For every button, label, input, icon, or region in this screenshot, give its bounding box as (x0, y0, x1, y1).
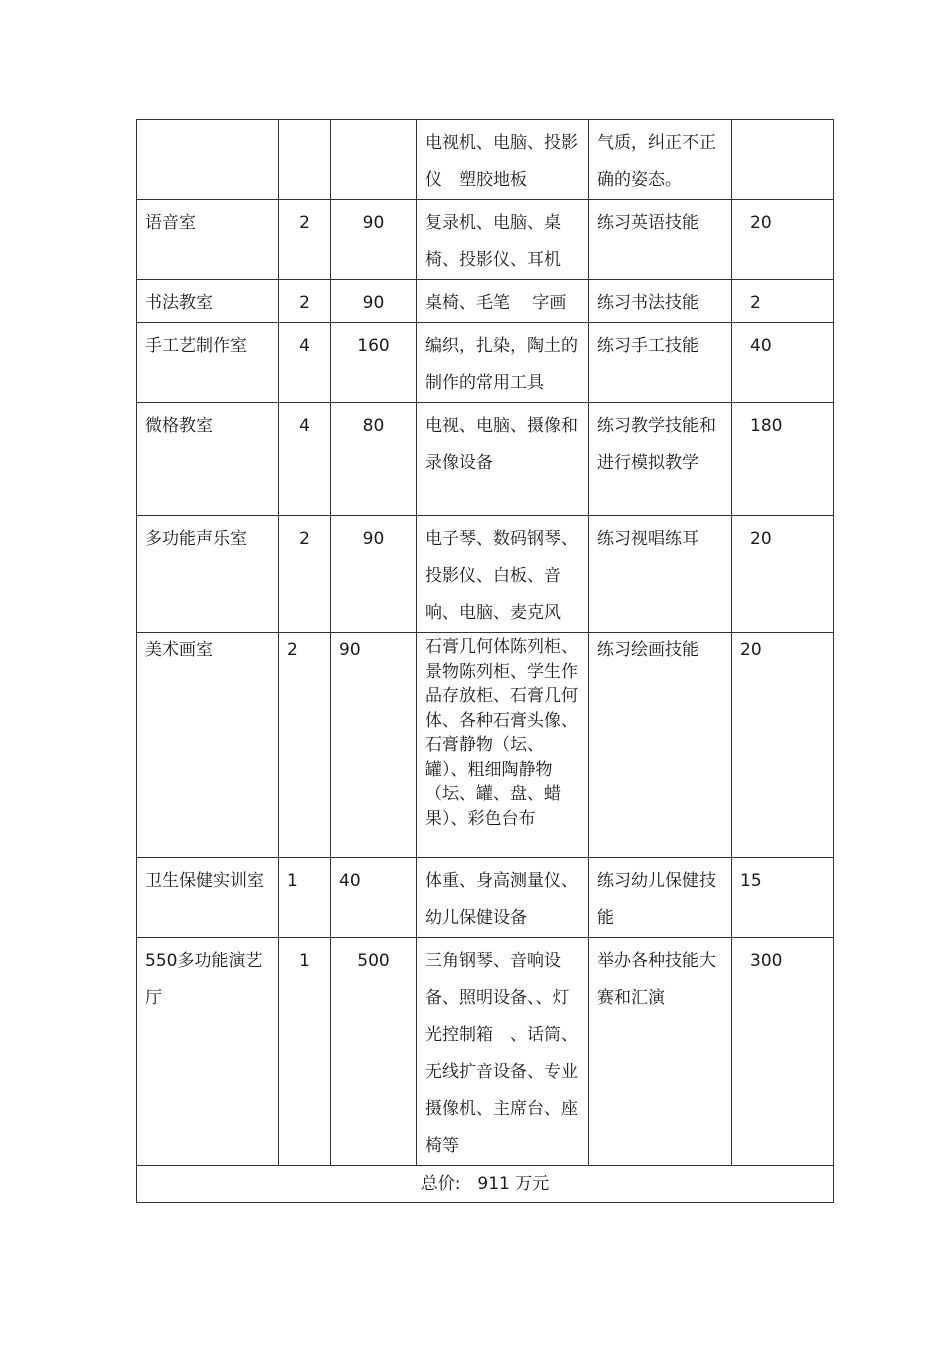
table-row (137, 403, 834, 516)
room-count: 4 (299, 336, 310, 356)
equipment-list: 三角钢琴、音响设备、照明设备、、灯光控制箱 、话筒、无线扩音设备、专业摄像机、主席台、座椅等 (425, 951, 578, 1156)
equipment-list: 桌椅、毛笔 字画 (425, 293, 567, 313)
amount-value: 15 (740, 871, 762, 891)
amount-value: 300 (750, 951, 783, 971)
room-area: 500 (357, 951, 390, 971)
room-name: 美术画室 (145, 640, 213, 660)
equipment-list: 电视机、电脑、投影仪 塑胶地板 (425, 133, 578, 190)
room-count: 2 (299, 213, 310, 233)
amount-value: 20 (750, 213, 772, 233)
equipment-list: 体重、身高测量仪、幼儿保健设备 (425, 871, 578, 928)
equipment-list: 复录机、电脑、桌椅、投影仪、耳机 (425, 213, 561, 270)
room-area: 90 (362, 293, 385, 313)
table-row (137, 633, 834, 858)
room-area: 40 (339, 871, 361, 891)
purpose-text: 练习教学技能和进行模拟教学 (597, 416, 716, 473)
purpose-text: 练习绘画技能 (597, 640, 699, 660)
room-area: 160 (357, 336, 390, 356)
room-count: 4 (299, 416, 310, 436)
table-row (137, 200, 834, 280)
amount-value: 180 (750, 416, 783, 436)
room-name: 手工艺制作室 (145, 336, 247, 356)
room-count: 2 (299, 293, 310, 313)
purpose-text: 练习手工技能 (597, 336, 699, 356)
room-count (279, 120, 330, 125)
amount-value: 20 (750, 529, 772, 549)
room-name: 多功能声乐室 (145, 529, 247, 549)
purpose-text: 练习幼儿保健技能 (597, 871, 716, 928)
table-row (137, 516, 834, 633)
room-count: 1 (287, 871, 298, 891)
amount-value (732, 120, 833, 125)
room-area: 90 (362, 529, 385, 549)
room-area (331, 120, 416, 125)
room-name: 书法教室 (145, 293, 213, 313)
room-count: 1 (299, 951, 310, 971)
room-name: 微格教室 (145, 416, 213, 436)
room-count: 2 (287, 640, 298, 660)
table-row (137, 280, 834, 323)
amount-value: 2 (750, 293, 761, 313)
table-row (137, 120, 834, 200)
equipment-table (136, 119, 834, 1203)
room-name: 语音室 (145, 213, 196, 233)
room-count: 2 (299, 529, 310, 549)
purpose-text: 举办各种技能大赛和汇演 (597, 951, 716, 1008)
purpose-text: 练习书法技能 (597, 293, 699, 313)
table-row (137, 323, 834, 403)
total-row (137, 1166, 834, 1203)
purpose-text: 练习英语技能 (597, 213, 699, 233)
equipment-list: 电视、电脑、摄像和录像设备 (425, 416, 578, 473)
equipment-list: 编织，扎染，陶土的制作的常用工具 (425, 336, 578, 393)
room-name (137, 120, 278, 125)
total-price: 总价: 911 万元 (420, 1174, 550, 1194)
table-row (137, 858, 834, 938)
room-area: 90 (362, 213, 385, 233)
equipment-list: 电子琴、数码钢琴、投影仪、白板、音响、电脑、麦克风 (425, 529, 578, 623)
equipment-list: 石膏几何体陈列柜、景物陈列柜、学生作品存放柜、石膏几何体、各种石膏头像、石膏静物（坛、罐）、粗细陶静物（坛、罐、盘、蜡果）、彩色台布 (425, 637, 578, 829)
room-area: 80 (362, 416, 385, 436)
amount-value: 20 (740, 640, 762, 660)
room-name: 550多功能演艺厅 (145, 951, 263, 1008)
table-row (137, 938, 834, 1166)
purpose-text: 练习视唱练耳 (597, 529, 699, 549)
room-name: 卫生保健实训室 (145, 871, 264, 891)
amount-value: 40 (750, 336, 772, 356)
purpose-text: 气质，纠正不正确的姿态。 (597, 133, 716, 190)
room-area: 90 (339, 640, 361, 660)
